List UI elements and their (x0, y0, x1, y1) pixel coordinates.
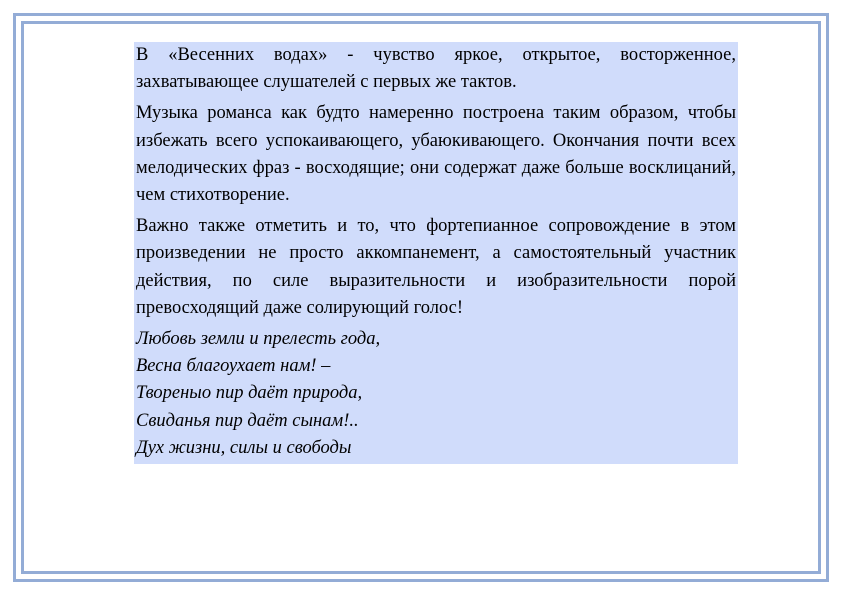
text-block (134, 42, 738, 464)
poem-line: Дух жизни, силы и свободы (136, 437, 352, 458)
paragraph-accompaniment: Важно также отметить и то, что фортепианное сопровождение в этом произведении не просто аккомпанемент, а самостоятельный участник действия, по силе выразительности и изобразительности порой превосходящий даже солирующий голос! (136, 216, 736, 318)
paragraph-music: Музыка романса как будто намеренно построена таким образом, чтобы избежать всего успокаивающего, убаюкивающего. Окончания почти всех мелодических фраз - восходящие; они содержат даже больше восклицаний, чем стихотворение. (136, 103, 736, 206)
poem-line: Твореныо пир даёт природа, (136, 383, 363, 404)
paragraph-intro: В «Весенних водах» - чувство яркое, открытое, восторженное, захватывающее слушателей с первых же тактов. (136, 45, 736, 93)
poem-quote (136, 326, 736, 462)
poem-line: Любовь земли и прелесть года, (136, 329, 381, 350)
poem-line: Свиданья пир даёт сынам!.. (136, 410, 359, 431)
poem-line: Весна благоухает нам! – (136, 356, 331, 377)
